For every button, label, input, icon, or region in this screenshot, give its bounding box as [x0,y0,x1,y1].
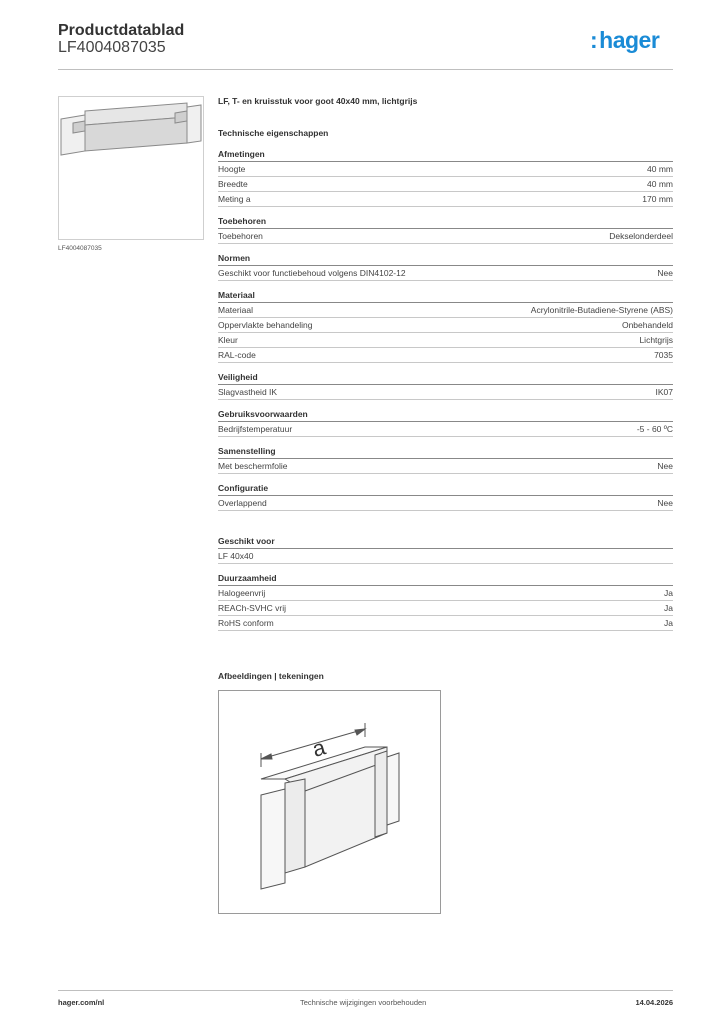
spec-row [218,229,673,244]
spec-row [218,459,673,474]
spec-label: Meting a [218,194,251,204]
spec-group-title: Duurzaamheid [218,573,673,586]
spec-row [218,496,673,511]
spec-group-title: Normen [218,253,673,266]
spec-group [218,216,673,244]
spec-label: RAL-code [218,350,256,360]
spec-content [218,96,673,640]
spec-value: Lichtgrijs [639,335,673,345]
spec-value: Nee [657,498,673,508]
spec-group-title: Materiaal [218,290,673,303]
spec-value: Dekselonderdeel [609,231,673,241]
spec-label: Overlappend [218,498,267,508]
spec-label: Geschikt voor functiebehoud volgens DIN4102-12 [218,268,406,278]
spec-group-title: Samenstelling [218,446,673,459]
spec-value: Nee [657,268,673,278]
spec-value: 170 mm [642,194,673,204]
spec-row [218,549,673,564]
product-thumbnail-image [59,97,203,239]
spec-group [218,446,673,474]
spec-group-title: Veiligheid [218,372,673,385]
spec-row [218,422,673,437]
spec-group [218,253,673,281]
spec-groups [218,149,673,511]
sustainability-section [218,573,673,631]
spec-value: Ja [664,603,673,613]
product-code: LF4004087035 [58,39,166,56]
spec-label: Oppervlakte behandeling [218,320,313,330]
spec-value: Onbehandeld [621,320,673,330]
spec-group-title: Toebehoren [218,216,673,229]
product-title: LF, T- en kruisstuk voor goot 40x40 mm, lichtgrijs [218,96,418,106]
spec-group-title: Configuratie [218,483,673,496]
spec-row [218,348,673,363]
technical-drawing [218,690,441,914]
spec-row [218,601,673,616]
spec-row [218,586,673,601]
spec-group [218,573,673,631]
footer-disclaimer: Technische wijzigingen voorbehouden [300,998,427,1007]
spec-label: Hoogte [218,164,246,174]
spec-group [218,536,673,564]
dimension-label-a: a [309,734,329,762]
spec-label: Slagvastheid IK [218,387,278,397]
footer-divider [58,990,673,991]
spec-label: LF 40x40 [218,551,254,561]
spec-label: RoHS conform [218,618,274,628]
spec-group-title: Gebruiksvoorwaarden [218,409,673,422]
spec-row [218,333,673,348]
spec-value: 40 mm [647,164,673,174]
spec-value: 7035 [654,350,673,360]
spec-group-title: Afmetingen [218,149,673,162]
spec-label: Toebehoren [218,231,263,241]
logo-text: hager [599,27,660,53]
spec-group-title: Geschikt voor [218,536,673,549]
spec-row [218,616,673,631]
technical-drawing-image [219,691,440,913]
spec-row [218,318,673,333]
spec-row [218,303,673,318]
thumbnail-caption: LF4004087035 [58,245,102,252]
spec-value: Nee [657,461,673,471]
spec-group [218,149,673,207]
spec-label: Bedrijfstemperatuur [218,424,293,434]
spec-label: Met beschermfolie [218,461,288,471]
spec-label: Materiaal [218,305,253,315]
spec-value: Ja [664,618,673,628]
spec-value: Ja [664,588,673,598]
spec-label: Breedte [218,179,248,189]
spec-row [218,162,673,177]
suitable-for-section [218,536,673,564]
tech-heading: Technische eigenschappen [218,128,329,138]
product-thumbnail [58,96,204,240]
hager-logo: :hager [590,27,660,53]
spec-group [218,372,673,400]
drawings-heading: Afbeeldingen | tekeningen [218,671,324,681]
spec-row [218,192,673,207]
header-divider [58,69,673,70]
spec-label: REACh-SVHC vrij [218,603,287,613]
page-title: Productdatablad [58,22,185,39]
spec-value: -5 - 60 ºC [636,424,673,434]
spec-row [218,385,673,400]
spec-value: Acrylonitrile-Butadiene-Styrene (ABS) [530,305,673,315]
spec-group [218,483,673,511]
footer-website: hager.com/nl [58,998,105,1007]
spec-value: 40 mm [647,179,673,189]
spec-row [218,266,673,281]
footer-date: 14.04.2026 [635,998,673,1007]
spec-label: Kleur [218,335,238,345]
spec-label: Halogeenvrij [218,588,266,598]
spec-value: IK07 [655,387,673,397]
spec-row [218,177,673,192]
spec-group [218,409,673,437]
spec-group [218,290,673,363]
